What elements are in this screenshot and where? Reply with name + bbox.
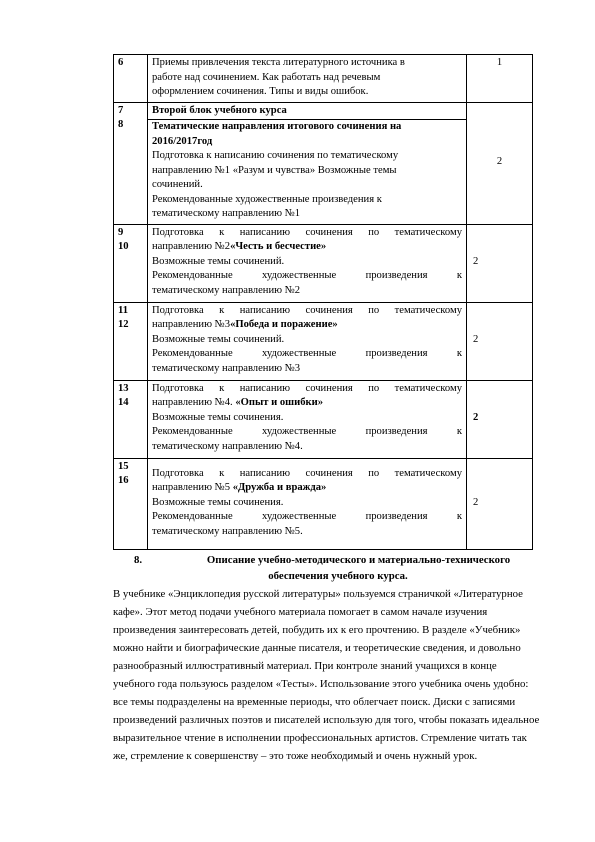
table-row	[114, 380, 533, 458]
section-title: 2016/2017год	[152, 135, 213, 147]
topic-line: Рекомендованные художественные произведения к	[152, 270, 462, 281]
hours-cell: 2	[467, 224, 533, 302]
lesson-number: 15	[118, 460, 129, 472]
topic-line: тематическому направлению №5.	[152, 525, 303, 537]
lesson-number-cell	[114, 55, 148, 103]
lesson-number-cell	[114, 458, 148, 549]
topic-text: направлению №3	[152, 319, 231, 330]
paragraph-line: произведений различных поэтов и писателей использую для того, чтобы показать идеальное	[113, 714, 540, 726]
topic-line: Подготовка к написанию сочинения по тематическому	[152, 382, 462, 394]
topic-line: сочинений.	[152, 179, 203, 190]
topic-cell	[148, 224, 467, 302]
section-title: Описание учебно-методического и материально-технического	[206, 554, 511, 566]
lesson-number: 14	[118, 397, 129, 408]
topic-theme: «Дружба и вражда»	[232, 482, 327, 493]
lesson-number: 12	[118, 319, 129, 330]
topic-cell	[148, 458, 467, 549]
topic-line: Рекомендованные художественные произведения к	[152, 426, 462, 437]
topic-line: тематическому направлению №4.	[152, 440, 303, 452]
paragraph-line: произведения заинтересовать детей, побудить их к его прочтению. В разделе «Учебник»	[113, 624, 521, 636]
table-row	[114, 102, 533, 224]
lesson-number-cell	[114, 380, 148, 458]
lesson-number-cell	[114, 224, 148, 302]
topic-line: Рекомендованные художественные произведения к	[152, 193, 382, 205]
topic-text: направлению №5	[152, 482, 233, 493]
lesson-number-cell	[114, 102, 148, 224]
topic-line: Возможные темы сочинения.	[152, 496, 284, 508]
topic-line	[152, 481, 462, 496]
topic-cell	[148, 302, 467, 380]
topic-line: Подготовка к написанию сочинения по тематическому	[152, 467, 462, 479]
paragraph-line: кафе». Этот метод подачи учебного материала помогает в самом начале изучения	[113, 606, 488, 618]
lesson-number: 13	[118, 382, 129, 394]
lesson-number: 10	[118, 241, 129, 252]
lesson-number-cell	[114, 302, 148, 380]
topic-cell	[148, 55, 467, 103]
paragraph-line: выразительное чтение в исполнении профессиональных артистов. Стремление читать так	[113, 732, 527, 744]
section-heading-row	[113, 552, 533, 568]
hours-cell: 2	[467, 102, 533, 224]
topic-theme: «Опыт и ошибки»	[235, 397, 324, 408]
hours-cell: 1	[467, 55, 533, 103]
topic-line	[152, 240, 462, 255]
topic-line: Возможные темы сочинений.	[152, 333, 285, 345]
section-title-continued: обеспечения учебного курса.	[268, 570, 408, 582]
table-row	[114, 302, 533, 380]
topic-line: Возможные темы сочинения.	[152, 411, 284, 423]
paragraph-line: В учебнике «Энциклопедия русской литературы» пользуемся страничкой «Литературное	[113, 588, 523, 600]
topic-line: тематическому направлению №2	[152, 284, 301, 296]
topic-line: Приемы привлечения текста литературного источника в	[152, 57, 405, 68]
hours-cell: 2	[467, 380, 533, 458]
topic-line	[152, 396, 462, 411]
topic-line: работе над сочинением. Как работать над речевым	[152, 71, 381, 83]
block-title: Второй блок учебного курса	[148, 104, 466, 121]
section-title: Тематические направления итогового сочинения на	[152, 121, 402, 132]
paragraph-line: все темы подразделены на временные периоды, что облегчает поиск. Диски с записями	[113, 696, 516, 708]
lesson-number: 8	[118, 119, 124, 130]
table-row	[114, 458, 533, 549]
lesson-number: 16	[118, 475, 129, 486]
topic-line: Подготовка к написанию сочинения по тематическому	[152, 226, 462, 238]
lesson-number: 11	[118, 304, 129, 316]
topic-line: тематическому направлению №3	[152, 362, 301, 374]
topic-text: направлению №2	[152, 241, 231, 252]
lesson-number: 9	[118, 226, 124, 238]
topic-line: Рекомендованные художественные произведения к	[152, 348, 462, 359]
topic-theme: «Честь и бесчестие»	[230, 241, 327, 252]
topic-cell	[148, 380, 467, 458]
section-heading	[113, 552, 533, 584]
paragraph-line: учебного года пользуюсь разделом «Тесты». Использование этого учебника очень удобно:	[113, 678, 529, 690]
topic-line: Подготовка к написанию сочинения по тематическому	[152, 304, 462, 316]
section-number: 8.	[134, 554, 143, 566]
body-paragraph	[113, 585, 540, 765]
topic-line: Подготовка к написанию сочинения по тематическому	[152, 150, 399, 161]
lesson-number: 6	[118, 57, 124, 68]
hours-cell: 2	[467, 302, 533, 380]
topic-theme: «Победа и поражение»	[230, 319, 338, 330]
paragraph-line: же, стремление к совершенству – это тоже необходимый и очень нужный урок.	[113, 750, 478, 762]
topic-line: тематическому направлению №1	[152, 208, 301, 219]
paragraph-line: можно найти и биографические данные писателя, и теоретические сведения, и довольно	[113, 642, 521, 654]
paragraph-line: разнообразный иллюстративный материал. При контроле знаний учащихся в конце	[113, 660, 497, 672]
topic-cell	[148, 102, 467, 224]
topic-line: направлению №1 «Разум и чувства» Возможные темы	[152, 164, 397, 176]
topic-line: Рекомендованные художественные произведения к	[152, 511, 462, 522]
topic-text: направлению №4.	[152, 397, 236, 408]
table-row	[114, 224, 533, 302]
topic-line: Возможные темы сочинений.	[152, 255, 285, 267]
topic-line	[152, 318, 462, 333]
table-row	[114, 55, 533, 103]
course-plan-table	[113, 54, 533, 550]
lesson-number: 7	[118, 104, 124, 116]
topic-line: оформлением сочинения. Типы и виды ошибок.	[152, 86, 369, 97]
hours-cell: 2	[467, 458, 533, 549]
